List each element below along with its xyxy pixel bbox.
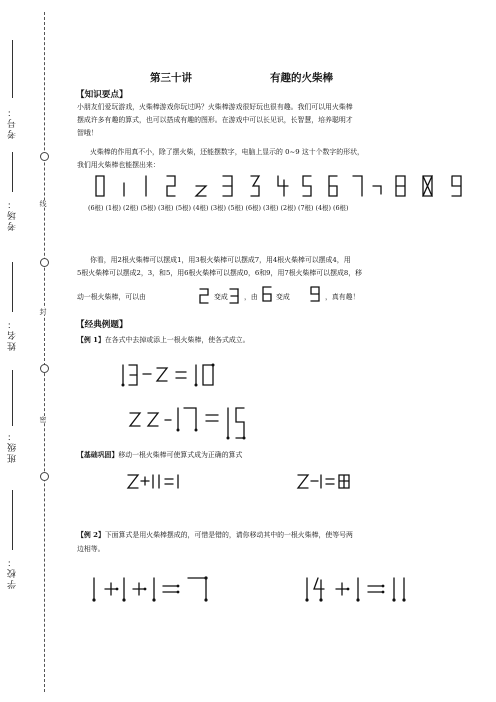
paragraph-fragment: ，由	[244, 293, 258, 301]
digit-count: (2根)	[280, 204, 296, 212]
digit-count: (5根)	[228, 204, 244, 212]
digit-count: (5根)	[175, 204, 191, 212]
basic-tag: 【基础巩固】	[77, 451, 119, 459]
example1-tag: 【例 1】	[77, 336, 105, 344]
paragraph-line: 我们用火柴棒也能摆出来：	[77, 161, 160, 169]
paragraph-line: 智哦！	[77, 129, 98, 137]
example1-text: 在各式中去掉或添上一根火柴棒，使各式成立。	[104, 336, 250, 344]
page-title: 有趣的火柴棒	[270, 72, 333, 84]
field-exam-room: 考场：	[8, 198, 18, 231]
digit-count: (7根)	[298, 204, 314, 212]
example2-equation-2	[305, 578, 405, 602]
section-heading-knowledge: 【知识要点】	[76, 90, 128, 100]
field-school: 学校：	[8, 556, 18, 589]
paragraph-line: 动一根火柴棒，可以由	[77, 293, 146, 301]
digit-count: (6根)	[333, 204, 349, 212]
matchstick-digit-2	[167, 176, 175, 196]
matchstick-digit-8	[396, 176, 405, 196]
matchstick-digit-2-variant	[196, 186, 206, 196]
matchstick-digit-8-variant	[423, 176, 432, 196]
paragraph-line: 小朋友们爱玩游戏，火柴棒游戏你玩过吗？火柴棒游戏很好玩也很有趣。我们可以用火柴棒	[77, 103, 353, 111]
paragraph-fragment: 变成	[214, 293, 228, 301]
digit-count: (4根)	[193, 204, 209, 212]
example2-line: 边相等。	[77, 545, 105, 553]
digit-count-row	[88, 203, 480, 212]
digit-count: (4根)	[315, 204, 331, 212]
matchstick-digit-9	[452, 176, 461, 196]
digit-count: (5根)	[140, 204, 156, 212]
matchstick-digit-7-variant	[373, 186, 381, 194]
seal-char: 密	[39, 416, 47, 423]
matchstick-digit-5	[303, 176, 311, 196]
matchstick-digit-7	[353, 176, 362, 196]
seal-char: 封	[39, 308, 47, 315]
field-name: 姓名：	[8, 318, 18, 351]
field-exam-number: 考号：	[8, 106, 18, 139]
paragraph-line: 5根火柴棒可以摆成2，3，和5，用6根火柴棒可以摆成0，6和9，用7根火柴棒可以摆成8，移	[77, 269, 363, 277]
matchstick-digit-4	[278, 176, 288, 196]
example1-line	[77, 334, 250, 347]
paragraph-fragment: 变成	[276, 293, 290, 301]
inline-digit-3	[230, 289, 238, 303]
section-heading-examples: 【经典例题】	[76, 320, 128, 330]
example2-line	[77, 529, 353, 542]
paragraph-fragment: ，真有趣！	[325, 293, 360, 301]
inline-digit-9	[311, 287, 319, 301]
digit-count: (3根)	[158, 204, 174, 212]
basic-line	[77, 449, 242, 462]
digit-count: (6根)	[88, 204, 104, 212]
example1-equation-1	[122, 364, 215, 387]
inline-digit-2	[200, 289, 208, 303]
basic-equation-1	[128, 475, 178, 488]
digit-count: (3根)	[210, 204, 226, 212]
lecture-number: 第三十讲	[150, 72, 192, 84]
matchstick-digit-3	[223, 176, 232, 196]
paragraph-line: 摆成许多有趣的算式，也可以搭成有趣的图形。在游戏中可以长见识，长智慧，培养聪明才	[77, 116, 353, 124]
inline-digit-6-box	[263, 287, 271, 301]
example1-equation-2	[130, 408, 246, 440]
matchstick-digit-0	[96, 176, 104, 196]
digit-count: (6根)	[245, 204, 261, 212]
matchstick-digit-6	[329, 176, 337, 196]
digit-count: (1根)	[105, 204, 121, 212]
digit-count: (3根)	[263, 204, 279, 212]
field-class: 班级：	[8, 430, 18, 463]
paragraph-line: 你看，用2根火柴棒可以摆成1，用3根火柴棒可以摆成7，用4根火柴棒可以摆成4，用	[90, 256, 351, 264]
paragraph-line: 火柴棒的作用真不小，除了摆火柴，还能摆数字，电脑上显示的 0~9 这十个数字的形状，	[90, 148, 364, 156]
digit-count: (2根)	[123, 204, 139, 212]
basic-equation-2	[298, 475, 349, 488]
matchstick-digit-3-variant	[251, 176, 259, 196]
example2-tag: 【例 2】	[77, 531, 105, 539]
basic-text: 移动一根火柴棒可使算式成为正确的算式	[118, 451, 243, 459]
example2-equation-1	[92, 576, 207, 601]
example2-text: 下面算式是用火柴棒摆成的，可惜是错的，请你移动其中的一根火柴棒，使等号两	[104, 531, 353, 539]
seal-char: 线	[39, 200, 47, 207]
